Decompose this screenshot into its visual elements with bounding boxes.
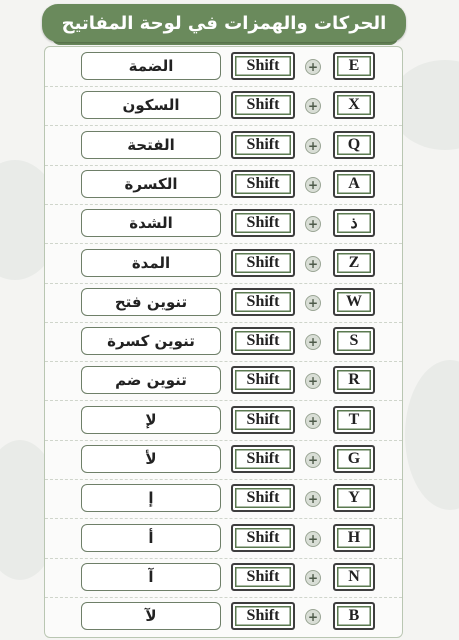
plus-icon: + (305, 413, 321, 429)
plus-icon: + (305, 373, 321, 389)
shift-key: Shift (231, 484, 295, 512)
table-row (45, 361, 402, 401)
shift-key: Shift (231, 249, 295, 277)
table-row (45, 440, 402, 480)
letter-key: Z (333, 249, 375, 277)
plus-icon: + (305, 609, 321, 625)
letter-key: G (333, 445, 375, 473)
plus-icon: + (305, 334, 321, 350)
letter-key: Q (333, 131, 375, 159)
diacritic-label: الكسرة (81, 170, 221, 198)
diacritic-label: لآ (81, 602, 221, 630)
table-row (45, 519, 402, 559)
shift-key: Shift (231, 602, 295, 630)
letter-key: T (333, 406, 375, 434)
table-row (45, 86, 402, 126)
table-row (45, 165, 402, 205)
shift-key: Shift (231, 131, 295, 159)
plus-icon: + (305, 491, 321, 507)
plus-icon: + (305, 452, 321, 468)
table-row (45, 244, 402, 284)
shift-key: Shift (231, 288, 295, 316)
shift-key: Shift (231, 563, 295, 591)
shift-key: Shift (231, 91, 295, 119)
table-row (45, 283, 402, 323)
letter-key: B (333, 602, 375, 630)
letter-key: N (333, 563, 375, 591)
shift-key: Shift (231, 406, 295, 434)
table-row (45, 479, 402, 519)
diacritic-label: السكون (81, 91, 221, 119)
diacritic-label: إ (81, 484, 221, 512)
plus-icon: + (305, 531, 321, 547)
letter-key: E (333, 52, 375, 80)
diacritic-label: الشدة (81, 209, 221, 237)
letter-key: Y (333, 484, 375, 512)
plus-icon: + (305, 138, 321, 154)
diacritic-label: آ (81, 563, 221, 591)
plus-icon: + (305, 295, 321, 311)
shift-key: Shift (231, 445, 295, 473)
shift-key: Shift (231, 524, 295, 552)
plus-icon: + (305, 59, 321, 75)
diacritic-label: تنوين كسرة (81, 327, 221, 355)
table-row (45, 401, 402, 441)
table-row (45, 322, 402, 362)
shift-key: Shift (231, 52, 295, 80)
plus-icon: + (305, 216, 321, 232)
letter-key: W (333, 288, 375, 316)
letter-key: H (333, 524, 375, 552)
letter-key: ذ (333, 209, 375, 237)
table-row (45, 558, 402, 598)
letter-key: A (333, 170, 375, 198)
shift-key: Shift (231, 327, 295, 355)
plus-icon: + (305, 256, 321, 272)
diacritic-label: لأ (81, 445, 221, 473)
plus-icon: + (305, 570, 321, 586)
diacritic-label: أ (81, 524, 221, 552)
background-blob (405, 360, 459, 510)
shift-key: Shift (231, 366, 295, 394)
diacritic-label: المدة (81, 249, 221, 277)
letter-key: X (333, 91, 375, 119)
table-row (45, 126, 402, 166)
diacritic-label: لإ (81, 406, 221, 434)
plus-icon: + (305, 98, 321, 114)
letter-key: S (333, 327, 375, 355)
diacritic-label: الضمة (81, 52, 221, 80)
shift-key: Shift (231, 209, 295, 237)
table-row (45, 597, 402, 636)
shift-key: Shift (231, 170, 295, 198)
page-title: الحركات والهمزات في لوحة المفاتيح (42, 4, 406, 42)
diacritic-label: تنوين فتح (81, 288, 221, 316)
plus-icon: + (305, 177, 321, 193)
diacritic-label: الفتحة (81, 131, 221, 159)
table-row (45, 204, 402, 244)
diacritic-label: تنوين ضم (81, 366, 221, 394)
shortcut-table (44, 46, 403, 638)
table-row (45, 47, 402, 87)
letter-key: R (333, 366, 375, 394)
